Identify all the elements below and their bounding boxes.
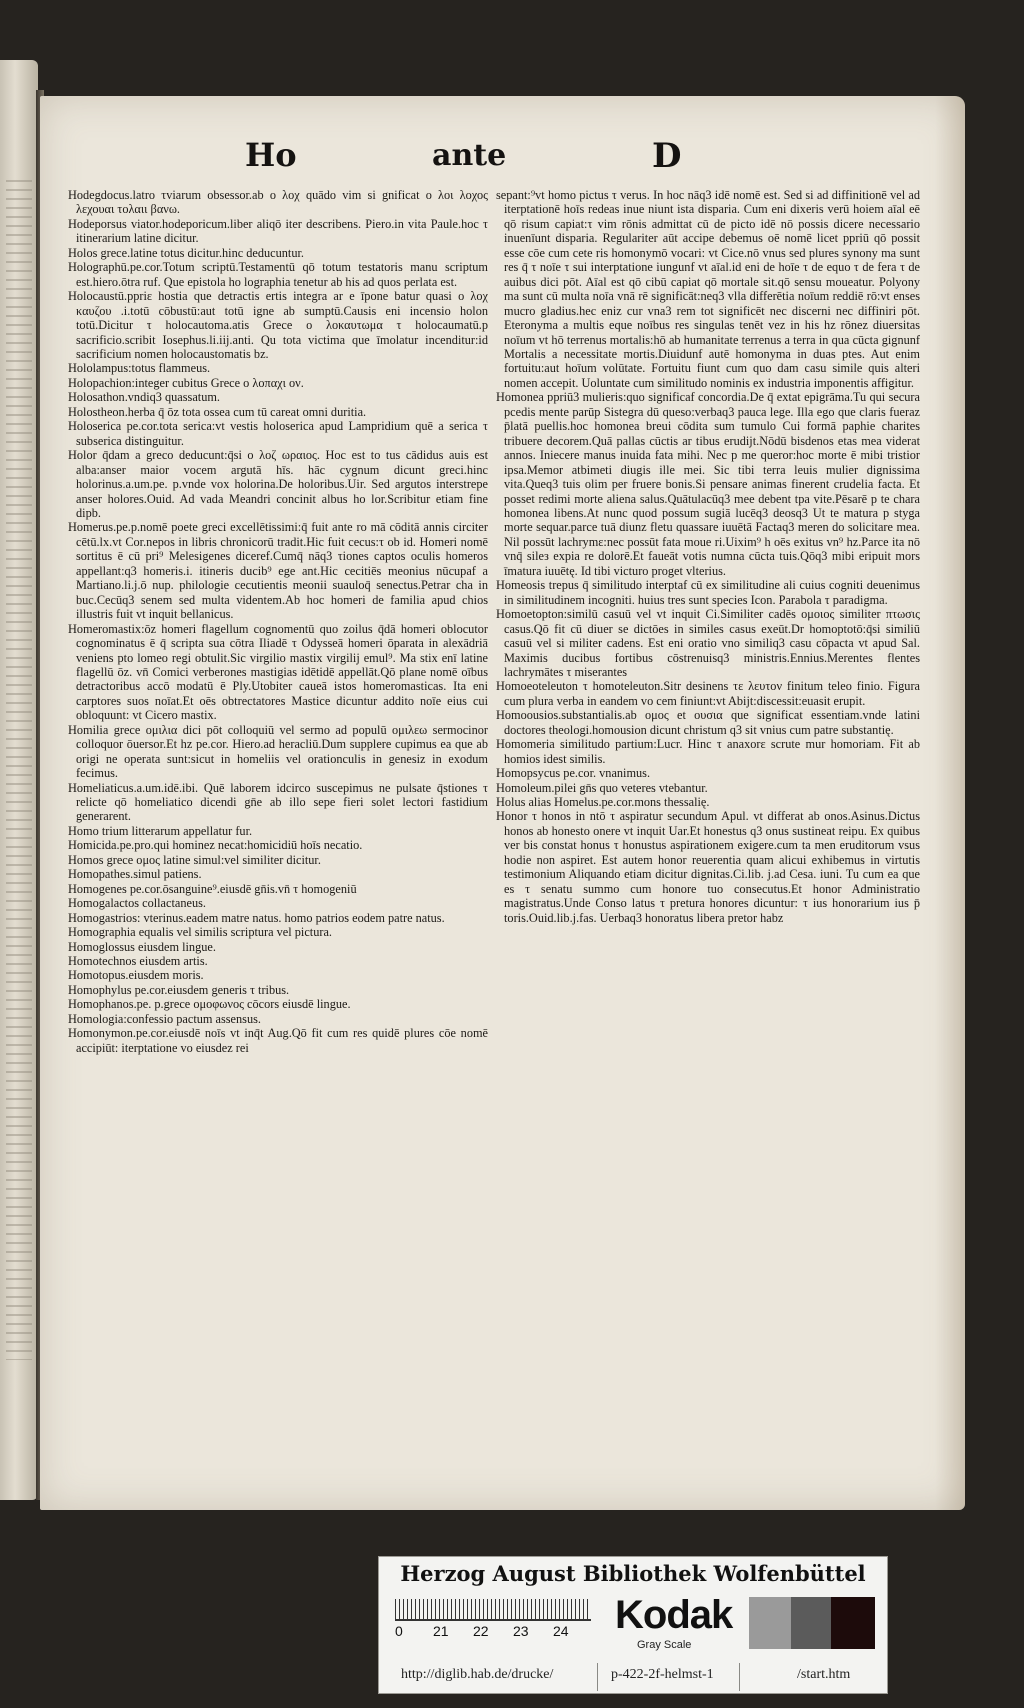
dictionary-entry: Homoousios.substantialis.ab ομος et ουσια que significat essentiam.vnde latini doctores theologi.homousion dicunt christum q3 sit vnius cum patre substantię. (496, 708, 920, 737)
header-letters-left: Ho (245, 136, 297, 174)
dictionary-entry: Holographū.pe.cor.Totum scriptū.Testamentū qō totum testatoris manu scriptum est.hiero.ōtra ruf. Que epistola ho lographia tenetur ab his ad quos perlata est. (68, 260, 488, 289)
gray-scale-label: Gray Scale (637, 1639, 692, 1651)
dictionary-entry: Homotopus.eiusdem moris. (68, 968, 204, 983)
dictionary-entry: Homeliaticus.a.um.idē.ibi. Quē laborem idcirco suscepimus ne pulsate q̄stiones τ relicte qō homeliatico dicendi gn̄e ab illo sepe fieri solet lectori fastidium generarent. (68, 780, 488, 824)
shelfmark: p-422-2f-helmst-1 (611, 1667, 714, 1682)
brand-logo: Kodak (615, 1593, 733, 1637)
library-title: Herzog August Bibliothek Wolfenbüttel (400, 1561, 866, 1586)
dictionary-entry: Homoetopton:similū casuū vel vt inquit Ci.Similiter cadēs ομοιος similiter πτωσις casus.Qō fit cū diuer se dictōes in similes casus exeūt.Dr homoptotō:q̄si similiū casuū vel si militer cadens. Est eni oratio vno similiq3 casu cōpacta vt apud Sal. Maximis ducibus fortibus cōstrenuisq3 ministris.Ennius.Merentes flentes lachrymātes τ miserantes (496, 607, 920, 679)
dictionary-entry: Holocaustū.ppriε hostia que detractis ertis integra ar e īpone batur quasi ο λοχ καυζου .i.totū cōbustū:aut totū igne ab sumptū.Causis eni incensio holon totū.Dicitur τ holocautoma.atis Grece ο λοκαυτωμα τ holocaumatū.p sacrificio.scribit Iosephus.li.iij.anti. Qu tota victima que īmolatur incenditur:id sacrificium nomen holocaustomatis bz. (68, 289, 488, 361)
dictionary-entry: Homogalactos collactaneus. (68, 896, 206, 911)
dictionary-entry: Homoglossus eiusdem lingue. (68, 939, 216, 954)
dictionary-entry: Homos grece ομος latine simul:vel similiter dicitur. (68, 852, 321, 867)
dictionary-entry: Homonea ppriū3 mulieris:quo significaf concordia.De q̄ extat epigrāma.Tu qui secura pcedis mente parūp Sistegra dū queso:verbaq3 pauca lege. Illa ego que claris fueraz p̄latā puellis.hoc homonea breui cōdita sum tumulo Cui formā paphie charites tribuere decorem.Quā pallas cūctis ar tibus erudijt.Nōdū bisdenos etas mea viderat annos. Iniecere manus inuida fata mihi. Nec p me queror:hoc morte ē mibi tristior ipsa.Memor atbimeti diugis ille mei. Sic tibi terra leuis mulier dignissima vita.Queq3 tuis olim per fruere bonis.Si pensare animas finerent crudelia facta. Et posset redimi morte aliena salus.Quātulacūq3 mee debent tpa vite.Pēsarē p te chara homonea libens.At nunc quod possum sugiā lucēq3 deosq3 Ut te matura p styga morte sequar.parce tuā diunz fletu quassare iuuētā Factaq3 meren do solicitare mea. Nil possūt lachrymε:nec possūt fata moue ri.Uixim⁹ h oēs exitus vn⁹ hz.Parce ita nō vnq̄ sileз expia re dolorē.Et faueāt votis numna cūcta tuis.Qōq3 mibi eripuit mors īmatura iuuētę. Id tibi victuro proget vlterius. (496, 390, 920, 578)
dictionary-entry: sepant:⁹vt homo pictus τ verus. In hoc nāq3 idē nomē est. Sed si ad diffinitionē vel ad iterptationē hoīs redeas inue niunt ista disparia. Cum eni dixeris verū hoiem aīal eē qō risum capiat:τ vim rōnis admittat cū de picto idē nō possis dicere necessario inuenīunt disparia. Regulariter aūt accipe debemus oē nomē licet ppriū qō possit esse cōe cum cete ris homonymō vocari: vt Cice.nō vnus sed plures synony ma sunt res q̄ τ noīe τ sui interptatione iungunf vt aīal.id eni de hoīe τ de equo τ de fera τ de auibus dici pōt. Aīal est qō cibū capiat qō mortale sit.qō sensu moueatur. Polyony ma sunt cū multa noīa vnā rē significāt:neq3 vlla differētia noīum reddiē rō:vt enses mucro gladius.hec eniz cur vna3 rem tot significēt nec discerni nec diffiniri pōt. Eteronyma a multis eque noībus res singulas tenēt vez in his hz rōnez diuersitas noīum vt hō terrenus mortalis:hō ab humanitate terrenus a terra in qua cūcta gignunf Mortalis a necessitate mortis.Diuidunf autē homonyma in duas ptes. Aut enim fortuitu:aut hoīum volūtate. Fortuitu fiunt cum quo dam casu simile quis alteri nomen accepit. Uoluntate cum similitudo nominis ex industria imponentis affigitur. (496, 188, 920, 390)
dictionary-entry: Homophylus pe.cor.eiusdem generis τ tribus. (68, 982, 290, 997)
dictionary-entry: Homoeoteleuton τ homoteleuton.Sitr desinens τε λευτον finitum teleo finio. Figura cum plura verba in eandem vo cem finiunt:vt Abijt:discessit:euasit erupit. (496, 679, 920, 708)
page-edge-shading (935, 96, 965, 1510)
dictionary-entry: Holoserica pe.cor.tota serica:vt vestis holoserica apud Lampridium quē a serica τ subserica distinguitur. (68, 419, 488, 448)
dictionary-entry: Hodeporsus viator.hodeporicum.liber aliqō iter describens. Piero.in vita Paule.hoc τ itinerarium latine dicitur. (68, 216, 488, 246)
start-link: /start.htm (797, 1667, 851, 1682)
dictionary-entry: Holus alias Homelus.pe.cor.mons thessalię. (496, 795, 710, 810)
ruler-number: 0 (395, 1623, 403, 1639)
dictionary-entry: Holosathon.vndiq3 quassatum. (68, 390, 220, 405)
ruler-numbers (395, 1623, 591, 1641)
dictionary-entry: Homeromastix:ōz homeri flagellum cognomentū quo zoilus q̄dā homeri oblocutor cognominatus ē q̄ scripta sua cōtra Iliadē τ Odysseā homeri ōparata in alexādriā veniens pto lomeo regi obtulit.Sic virgilio mastix virgilij emul⁹. Ma stix enī latine flagellū ōz. vn̄ Comici verberones mastigias idētidē appellāt.Qō plane nomē oībus detractoribus accō modatū ē Ply.Utobiter caueā istos homeromasticas. Ita eni carptores suos noīat.Et oēs obtrectatores Mastice dicuntur addito noīe eius cui obloquunt: vt Cicero mastix. (68, 621, 488, 723)
left-text-column (68, 188, 488, 1428)
facing-page-edge (0, 60, 38, 1500)
dictionary-entry: Homonymon.pe.cor.eiusdē noīs vt inq̄t Aug.Qō fit cum res quidē plures cōe nomē accipiūt: iterptatione vo eiusdez rei (68, 1026, 488, 1055)
dictionary-entry: Homotechnos eiusdem artis. (68, 954, 208, 969)
header-word: ante (432, 138, 507, 173)
right-text-column (496, 188, 920, 1428)
ruler-baseline (395, 1619, 591, 1621)
dictionary-entry: Hodegdocus.latro τviarum obsessor.ab ο λοχ quādo vim si gnificat ο λοι λοχος λεχουαι τολαιι βανω. (68, 188, 488, 217)
dictionary-entry: Homilia grece ομιλια dici pōt colloquiū vel sermo ad populū ομιλεω sermocinor colloquor ōuersor.Et hz pe.cor. Hiero.ad heracliū.Dum supplere cupimus ea que ab origi ne operata sunt:sicut in homeliis vel orationculis in genesiz in exodum fecimus. (68, 722, 488, 781)
book-page (40, 96, 965, 1510)
dictionary-entry: Homoleum.pilei gn̄s quo veteres vtebantur. (496, 780, 708, 795)
dictionary-entry: Hololampus:totus flammeus. (68, 361, 211, 376)
gray-swatch-mid (791, 1597, 833, 1649)
ruler-number: 24 (553, 1623, 569, 1639)
color-target-card (378, 1556, 888, 1694)
dictionary-entry: Honor τ honos in ntō τ aspiratur secundum Apul. vt differat ab onos.Asinus.Dictus honos ab honesto onere vt inquit Uar.Et honestus q3 onus sustineat reipu. Ex quibus ver bis constat honus τ honustus aspirationem exigere.cum ta men eruditorum vsus hodie non aspiret. Est autem honor reuerentia quam alicui exhibemus in virtutis testimonium Aliquando etiam dicitur dignitas.Ci.lib. j.ad Cesa. iuni. Tu cum ea que es τ senatu summo cum honore tuo consecutus.Et honor Administratio magistratus.Unde Conso latus τ pretura honores dicuntur: τ ius honorarium ius p̄ toris.Ouid.lib.j.fas. Uerbaq3 honoratus libera pretor habz (496, 809, 920, 925)
gray-swatch-light (749, 1597, 791, 1649)
dictionary-entry: Homogenes pe.cor.ōsanguine⁹.eiusdē gn̄is.vn̄ τ homogeniū (68, 881, 357, 896)
dictionary-entry: Homerus.pe.p.nomē poete greci excellētissimi:q̄ fuit ante ro mā cōditā annis circiter cētū.lx.vt Cor.nepos in libris chronicorū tradit.Hic fuit cecus:τ ob id. Homeri nomē sortitus ē cū pri⁹ Melesigenes diceref.Cumq̄ nāq3 τiones captos oculis homeros appellant:q3 homeris.i. itineris ducib⁹ ege ant.Hic cecitiēs meonius nūcupaf a Martiano.li.j.ō nup. philologie cecutientis meonii suauloq̄ senectus.Petrar cha in buc.Cecūq3 senem sed multa videntem.Ab hoc homeri de familia apud chios illustris fuit vt inquit bellanicus. (68, 520, 488, 622)
dictionary-entry: Holostheon.herba q̄ ōz tota ossea cum tū careat omni duritia. (68, 404, 367, 419)
dictionary-entry: Holos grece.latine totus dicitur.hinc deducuntur. (68, 245, 304, 260)
dictionary-entry: Homologia:confessio pactum assensus. (68, 1011, 261, 1026)
dictionary-entry: Homomeria similitudo partium:Lucr. Hinc τ anaxorε scrute mur homoriam. Fit ab homios idest similis. (496, 737, 920, 766)
dictionary-entry: Holopachion:integer cubitus Grece ο λοπαχι ον. (68, 375, 304, 390)
measurement-ruler (395, 1599, 591, 1643)
dictionary-entry: Homophanos.pe. p.grece ομοφωνος cōcors eiusdē lingue. (68, 997, 351, 1012)
header-signature-right: D (652, 136, 682, 176)
dictionary-entry: Homopathes.simul patiens. (68, 867, 202, 882)
dictionary-entry: Homicida.pe.pro.qui hominez necat:homicidiū hoīs necatio. (68, 838, 363, 853)
dictionary-entry: Homographia equalis vel similis scriptura vel pictura. (68, 925, 332, 940)
footer-divider (597, 1663, 598, 1691)
dictionary-entry: Homopsycus pe.cor. vnanimus. (496, 766, 651, 781)
dictionary-entry: Homeosis trepus q̄ similitudo interptaf cū ex similitudine ali cuius cogniti deuenimus in similitudinem incogniti. huius tres sunt species Icon. Parabola τ paradigma. (496, 578, 920, 607)
facing-page-text-ghost (6, 180, 32, 1360)
dictionary-entry: Holor q̄dam a greco deducunt:q̄si ο λοζ ωραιος. Hoc est to tus cādidus auis est alba:anser maior vocem argutā hīs. hāc cygnum dicunt greci.hinc holorinus.a.um.pe. p.vnde vox holorina.De holoribus.Uir. Sed argutos interstrepe anser holores.Ouid. Ad vada Meandri concinit albus ho lor.Scribitur etiam fine dipb. (68, 448, 488, 520)
ruler-ticks (395, 1599, 591, 1619)
dictionary-entry: Homogastrios: vterinus.eadem matre natus. homo patrios eodem patre natus. (68, 910, 445, 925)
page-header (40, 136, 965, 184)
dictionary-entry: Homo trium litterarum appellatur fur. (68, 823, 253, 838)
source-url: http://diglib.hab.de/drucke/ (401, 1667, 554, 1682)
target-footer (379, 1663, 887, 1689)
ruler-number: 21 (433, 1623, 449, 1639)
ruler-number: 23 (513, 1623, 529, 1639)
gray-swatch-dark (831, 1597, 875, 1649)
footer-divider (739, 1663, 740, 1691)
ruler-number: 22 (473, 1623, 489, 1639)
